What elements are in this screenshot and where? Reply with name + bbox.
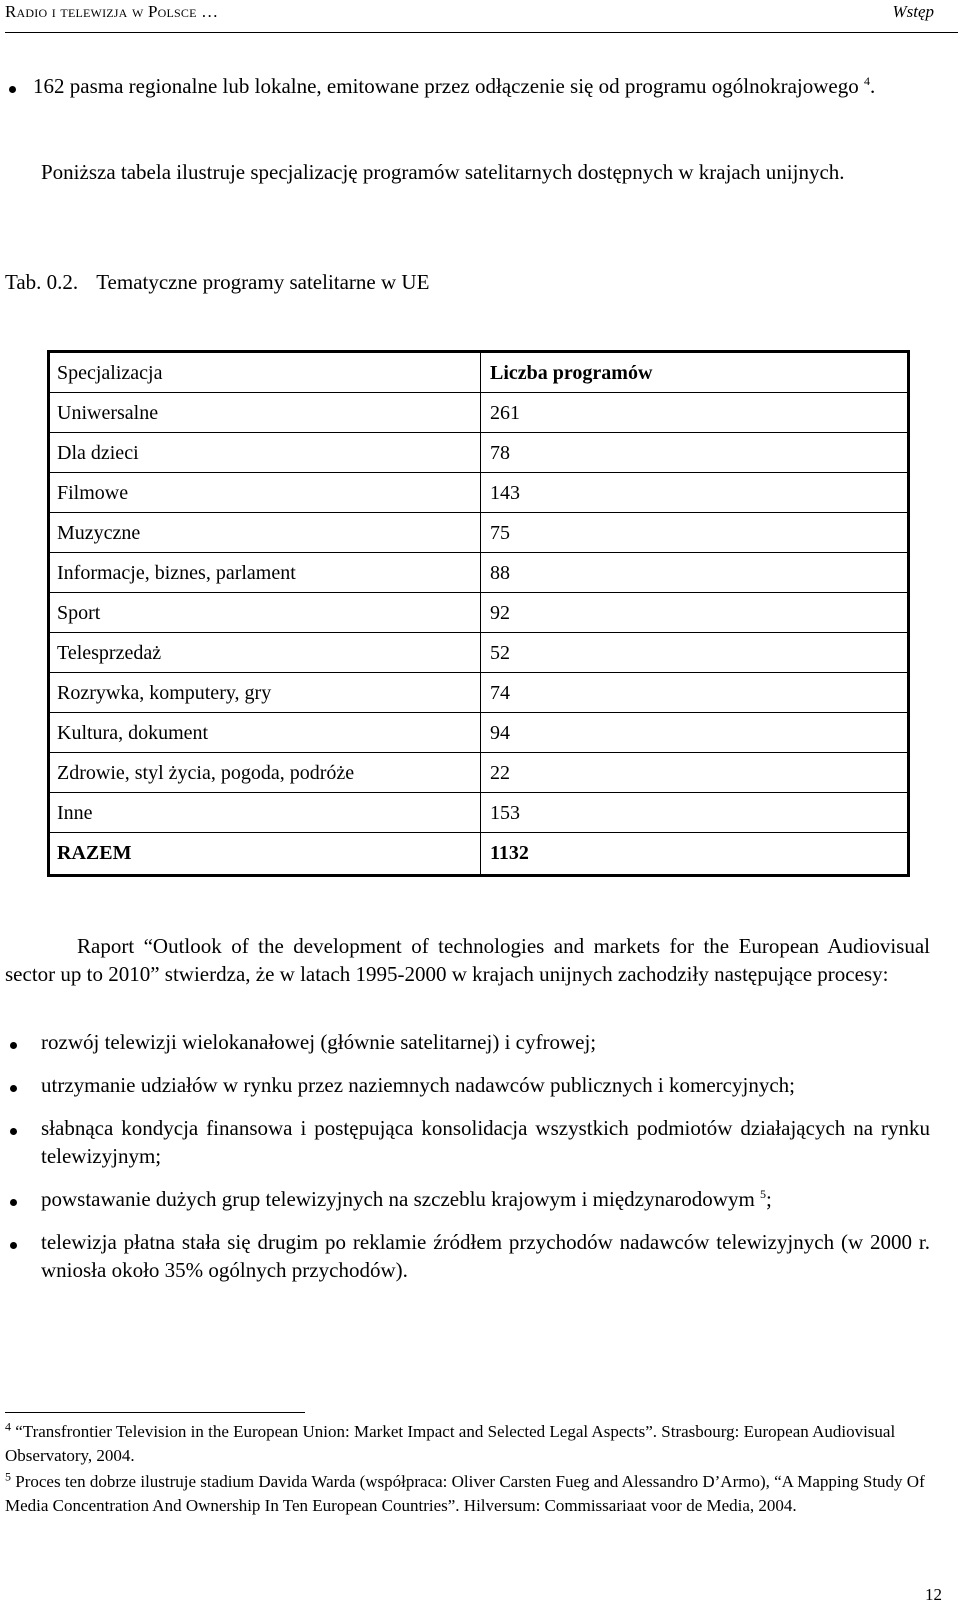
bullet-tail: ; (766, 1187, 772, 1211)
row-specialization: Uniwersalne (57, 402, 159, 424)
process-bullet-item: słabnąca kondycja finansowa i postępująca konsolidacja wszystkich podmiotów działających na rynku telewizyjnym; (41, 1116, 930, 1168)
process-bullet-item: rozwój telewizji wielokanałowej (głównie satelitarnej) i cyfrowej; (41, 1030, 597, 1054)
bullet-dot (10, 1199, 17, 1206)
row-count: 153 (490, 802, 520, 824)
report-paragraph: Raport “Outlook of the development of technologies and markets for the European Audiovisual sector up to 2010” stwierdza, że w latach 1995-2000 w krajach unijnych zachodziły następujące procesy: (5, 934, 930, 986)
footnote-ref[interactable]: 4 (863, 74, 870, 88)
footnote-separator (5, 1412, 305, 1413)
table-row (50, 713, 907, 753)
footnote-5 (5, 1470, 930, 1518)
row-count: 92 (490, 602, 510, 624)
column-header-specialization: Specjalizacja (57, 362, 163, 384)
bullet-dot (9, 86, 16, 93)
total-value: 1132 (490, 842, 529, 864)
footnote-text: Proces ten dobrze ilustruje stadium Davida Warda (współpraca: Oliver Carsten Fueg and Alessandro D’Armo), “A Mapping Study Of Media Concentration And Ownership In Ten European Countries”. Hilversum: Commissariaat voor de Media, 2004. (5, 1472, 925, 1515)
bullet-dot (10, 1042, 17, 1049)
table-caption-label: Tab. 0.2. (5, 270, 79, 294)
row-count: 52 (490, 642, 510, 664)
running-header-title: Radio i telewizja w Polsce … (5, 2, 219, 21)
row-specialization: Filmowe (57, 482, 129, 504)
row-count: 143 (490, 482, 520, 504)
footnote-4 (5, 1420, 930, 1468)
table-row (50, 673, 907, 713)
row-specialization: Rozrywka, komputery, gry (57, 682, 272, 704)
bullet-dot (10, 1128, 17, 1135)
row-specialization: Zdrowie, styl życia, pogoda, podróże (57, 762, 355, 784)
column-header-program-count: Liczba programów (490, 362, 653, 384)
row-count: 88 (490, 562, 510, 584)
row-specialization: Dla dzieci (57, 442, 139, 464)
table-row (50, 593, 907, 633)
row-specialization: Informacje, biznes, parlament (57, 562, 296, 584)
intro-paragraph: Poniższa tabela ilustruje specjalizację programów satelitarnych dostępnych w krajach unijnych. (41, 160, 845, 184)
table-total-row (50, 833, 907, 874)
intro-bullet-item: 162 pasma regionalne lub lokalne, emitowane przez odłączenie się od programu ogólnokrajowego $^4$. (33, 74, 876, 98)
table-row (50, 553, 907, 593)
row-specialization: Inne (57, 802, 93, 824)
page-number: 12 (925, 1585, 942, 1604)
intro-bullet-text: 162 pasma regionalne lub lokalne, emitowane przez odłączenie się od programu ogólnokrajowego (33, 74, 859, 98)
table-row (50, 433, 907, 473)
row-count: 261 (490, 402, 520, 424)
table-row (50, 513, 907, 553)
row-count: 75 (490, 522, 510, 544)
table-row (50, 393, 907, 433)
footnote-ref[interactable]: 5 (760, 1187, 767, 1201)
row-count: 94 (490, 722, 510, 744)
bullet-dot (10, 1242, 17, 1249)
table-header-row (50, 353, 907, 393)
footnote-number: 5 (5, 1469, 11, 1484)
table-row (50, 633, 907, 673)
total-label: RAZEM (57, 842, 132, 864)
process-bullet-text: powstawanie dużych grup telewizyjnych na szczeblu krajowym i międzynarodowym (41, 1187, 755, 1211)
table-caption (5, 268, 429, 296)
process-bullet-item: telewizja płatna stała się drugim po reklamie źródłem przychodów nadawców telewizyjnych (w 2000 r. wniosła około 35% ogólnych przychodów). (41, 1230, 930, 1282)
table-row (50, 753, 907, 793)
row-count: 78 (490, 442, 510, 464)
footnote-number: 4 (5, 1419, 11, 1434)
process-bullet-item (41, 1185, 930, 1213)
table-row (50, 473, 907, 513)
row-count: 74 (490, 682, 510, 704)
bullet-dot (10, 1085, 17, 1092)
table-caption-title: Tematyczne programy satelitarne w UE (96, 270, 430, 294)
process-bullet-item: utrzymanie udziałów w rynku przez naziemnych nadawców publicznych i komercyjnych; (41, 1073, 795, 1097)
row-count: 22 (490, 762, 510, 784)
row-specialization: Sport (57, 602, 101, 624)
table-row (50, 793, 907, 833)
row-specialization: Muzyczne (57, 522, 141, 544)
header-rule (5, 32, 958, 33)
running-header-section: Wstęp (892, 2, 934, 21)
specialization-table (47, 350, 910, 877)
footnote-text: “Transfrontier Television in the European Union: Market Impact and Selected Legal Aspects”. Strasbourg: European Audiovisual Observatory, 2004. (5, 1422, 896, 1465)
row-specialization: Kultura, dokument (57, 722, 209, 744)
row-specialization: Telesprzedaż (57, 642, 162, 664)
